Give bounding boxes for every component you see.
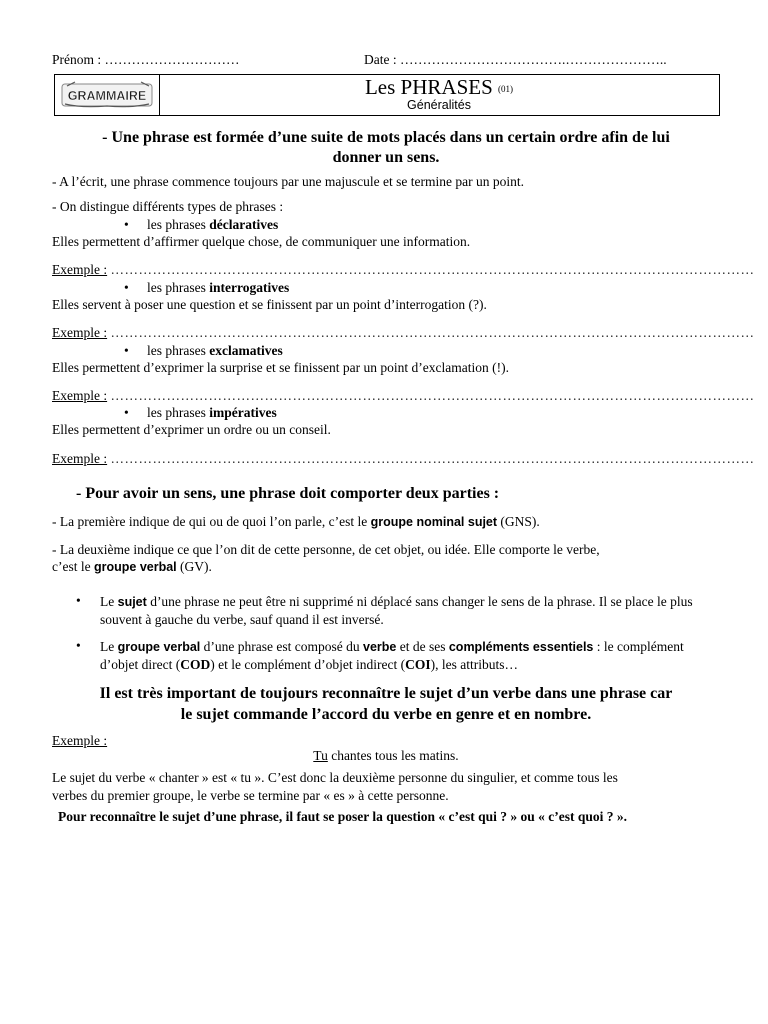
term-sujet: sujet bbox=[117, 595, 147, 609]
example-subject: Tu bbox=[313, 748, 328, 763]
parts-heading: - Pour avoir un sens, une phrase doit comporter deux parties : bbox=[76, 485, 500, 502]
term-coi: COI bbox=[405, 657, 431, 672]
title-number: (01) bbox=[498, 84, 514, 94]
text-run: (GV). bbox=[176, 559, 212, 574]
text-run: et de ses bbox=[396, 639, 449, 654]
type-desc: Elles servent à poser une question et se finissent par un point d’interrogation (?). bbox=[52, 297, 487, 312]
important-line-1: Il est très important de toujours reconnaître le sujet d’un verbe dans une phrase car bbox=[99, 685, 673, 702]
key-question: Pour reconnaître le sujet d’une phrase, il faut se poser la question « c’est qui ? » ou « c’est quoi ? ». bbox=[58, 809, 628, 824]
grammaire-logo bbox=[61, 80, 153, 110]
example-label: Exemple : bbox=[52, 262, 108, 277]
rule-types: - On distingue différents types de phrases : bbox=[52, 199, 284, 214]
date-field[interactable]: Date : ……………………………….………………….. bbox=[364, 52, 667, 67]
answer-dots[interactable]: ………………………………………………………………………………………………………………………… bbox=[110, 325, 755, 340]
term-gv: groupe verbal bbox=[93, 560, 177, 574]
text-run: Le bbox=[100, 594, 118, 609]
type-prefix: les phrases bbox=[147, 217, 210, 232]
example-label: Exemple : bbox=[52, 451, 108, 466]
explain-line-2: verbes du premier groupe, le verbe se termine par « es » à cette personne. bbox=[52, 788, 449, 803]
logo-cell bbox=[55, 75, 160, 115]
title-text: Les PHRASES bbox=[364, 75, 493, 99]
type-name: impératives bbox=[209, 405, 277, 420]
part-second-line-1: - La deuxième indique ce que l’on dit de cette personne, de cet objet, ou idée. Elle comporte le verbe, bbox=[52, 542, 600, 557]
type-prefix: les phrases bbox=[147, 405, 210, 420]
bullet-icon: • bbox=[124, 280, 129, 295]
type-desc: Elles permettent d’exprimer un ordre ou un conseil. bbox=[52, 422, 331, 437]
type-name: exclamatives bbox=[209, 343, 283, 358]
example-line[interactable] bbox=[52, 325, 754, 341]
term-complements: compléments essentiels bbox=[448, 640, 594, 654]
type-name: interrogatives bbox=[209, 280, 290, 295]
type-desc: Elles permettent d’affirmer quelque chose, de communiquer une information. bbox=[52, 234, 471, 249]
bullet-icon: • bbox=[76, 638, 81, 653]
text-run: Le bbox=[100, 639, 118, 654]
part-first bbox=[52, 514, 540, 530]
example-line[interactable] bbox=[52, 388, 754, 404]
page-title bbox=[159, 76, 719, 100]
text-run: c’est le bbox=[52, 559, 94, 574]
example-line[interactable] bbox=[52, 262, 754, 278]
page-subtitle: Généralités bbox=[407, 98, 471, 112]
explain-line-1: Le sujet du verbe « chanter » est « tu ». C’est donc la deuxième personne du singulier, et comme tous les bbox=[52, 770, 618, 785]
example-label: Exemple : bbox=[52, 388, 108, 403]
bullet-icon: • bbox=[124, 405, 129, 420]
prenom-field[interactable]: Prénom : ………………………… bbox=[52, 52, 240, 67]
text-run: ) et le complément d’objet indirect ( bbox=[210, 657, 406, 672]
type-desc: Elles permettent d’exprimer la surprise et se finissent par un point d’exclamation (!). bbox=[52, 360, 509, 375]
header-row bbox=[52, 52, 720, 68]
part-second-line-2 bbox=[52, 559, 212, 575]
term-cod: COD bbox=[180, 657, 211, 672]
term-verbe: verbe bbox=[363, 640, 397, 654]
bullet-icon: • bbox=[76, 593, 81, 608]
answer-dots[interactable]: ………………………………………………………………………………………………………………………… bbox=[110, 388, 755, 403]
text-run: : le complément d’objet direct ( bbox=[100, 639, 684, 672]
example-rest: chantes tous les matins. bbox=[327, 748, 459, 763]
text-run: ), les attributs… bbox=[430, 657, 519, 672]
text-run: d’une phrase ne peut être ni supprimé ni déplacé sans changer le sens de la phrase. Il se place le plus souvent à gauche du verbe, sauf quand il est inversé. bbox=[100, 594, 693, 627]
type-prefix: les phrases bbox=[147, 343, 210, 358]
intro-line-1: - Une phrase est formée d’une suite de mots placés dans un certain ordre afin de lui bbox=[102, 129, 670, 146]
example-heading: Exemple : bbox=[52, 733, 108, 748]
term-gv: groupe verbal bbox=[117, 640, 201, 654]
important-line-2: le sujet commande l’accord du verbe en genre et en nombre. bbox=[180, 706, 592, 723]
text-run: d’une phrase est composé du bbox=[200, 639, 364, 654]
text-run: - La première indique de qui ou de quoi l’on parle, c’est le bbox=[52, 514, 371, 529]
bullet-icon: • bbox=[124, 343, 129, 358]
text-run: (GNS). bbox=[497, 514, 540, 529]
answer-dots[interactable]: ………………………………………………………………………………………………………………………… bbox=[110, 451, 755, 466]
rule-capital: - A l’écrit, une phrase commence toujours par une majuscule et se termine par un point. bbox=[52, 174, 524, 189]
example-label: Exemple : bbox=[52, 325, 108, 340]
answer-dots[interactable]: ………………………………………………………………………………………………………………………… bbox=[110, 262, 755, 277]
term-gns: groupe nominal sujet bbox=[370, 515, 498, 529]
type-name: déclaratives bbox=[209, 217, 279, 232]
bullet-icon: • bbox=[124, 217, 129, 232]
example-sentence bbox=[52, 748, 720, 764]
type-prefix: les phrases bbox=[147, 280, 210, 295]
example-line[interactable] bbox=[52, 451, 754, 467]
logo-text: GRAMMAIRE bbox=[67, 89, 147, 103]
title-box bbox=[54, 74, 720, 116]
intro-line-2: donner un sens. bbox=[332, 149, 440, 166]
